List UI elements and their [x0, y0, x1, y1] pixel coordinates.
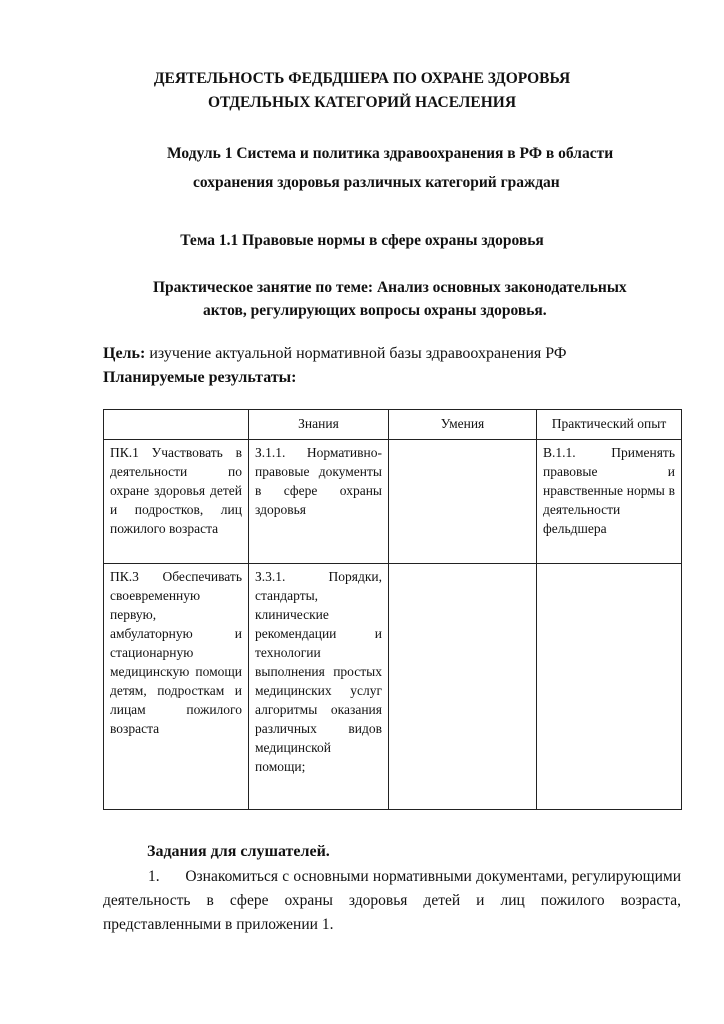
document-title-line-1: ДЕЯТЕЛЬНОСТЬ ФЕДБДШЕРА ПО ОХРАНЕ ЗДОРОВЬЯ	[153, 70, 571, 87]
table-header-row	[104, 410, 682, 440]
table-cell-competence: ПК.1 Участвовать в деятельности по охране здоровья детей и подростков, лиц пожилого возраста	[104, 440, 249, 564]
table-header-cell: Практический опыт	[537, 410, 682, 440]
table-cell-experience: В.1.1. Применять правовые и нравственные нормы в деятельности фельдшера	[537, 440, 682, 564]
table-cell-knowledge: З.1.1. Нормативно-правовые документы в сфере охраны здоровья	[249, 440, 389, 564]
goal-line	[103, 345, 567, 363]
table-cell-skills	[389, 564, 537, 810]
table-cell-competence: ПК.3 Обеспечивать своевременную первую, амбулаторную и стационарную медицинскую помощи детям, подросткам и лицам пожилого возраста	[104, 564, 249, 810]
topic-heading: Тема 1.1 Правовые нормы в сфере охраны здоровья	[180, 232, 544, 249]
planned-results-label: Планируемые результаты:	[103, 369, 297, 386]
task-item-1	[103, 865, 681, 937]
table-header-cell: Умения	[389, 410, 537, 440]
module-heading-line-2: сохранения здоровья различных категорий граждан	[193, 174, 560, 191]
results-table	[103, 409, 682, 810]
table-row	[104, 564, 682, 810]
module-heading-line-1: Модуль 1 Система и политика здравоохранения в РФ в области	[167, 145, 614, 162]
table-row	[104, 440, 682, 564]
task-item-number: 1.	[148, 868, 160, 885]
table-cell-knowledge: З.3.1. Порядки, стандарты, клинические рекомендации и технологии выполнения простых медицинских услуг алгоритмы оказания различных видов медицинской помощи;	[249, 564, 389, 810]
goal-text: изучение актуальной нормативной базы здравоохранения РФ	[145, 345, 567, 362]
table-header-cell: Знания	[249, 410, 389, 440]
practice-heading-line-1: Практическое занятие по теме: Анализ основных законодательных	[153, 279, 627, 296]
table-header-cell	[104, 410, 249, 440]
table-cell-skills	[389, 440, 537, 564]
task-item-text: Ознакомиться с основными нормативными документами, регулирующими деятельность в сфере охраны здоровья детей и лиц пожилого возраста, представленными в приложении 1.	[103, 868, 682, 933]
tasks-heading: Задания для слушателей.	[147, 843, 330, 860]
document-title-line-2: ОТДЕЛЬНЫХ КАТЕГОРИЙ НАСЕЛЕНИЯ	[207, 94, 517, 111]
practice-heading-line-2: актов, регулирующих вопросы охраны здоровья.	[203, 302, 547, 319]
goal-label: Цель:	[103, 345, 146, 362]
table-cell-experience	[537, 564, 682, 810]
